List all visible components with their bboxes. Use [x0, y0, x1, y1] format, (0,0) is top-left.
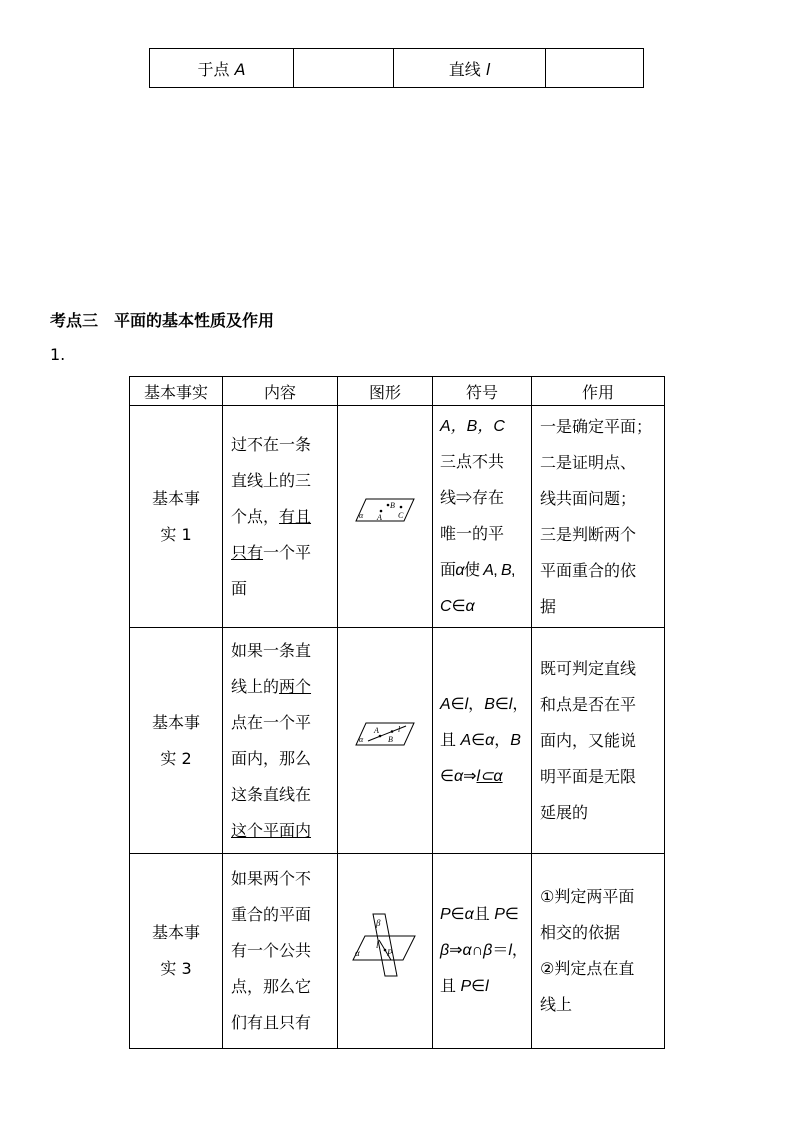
table-row	[130, 406, 665, 628]
alpha-label: α	[355, 947, 360, 958]
underlined-text: 有且	[279, 506, 312, 526]
symbol-text: 且	[440, 731, 461, 749]
use-line: ①判定两平面	[540, 887, 635, 906]
symbol-cell	[433, 628, 532, 854]
content-line: 面	[231, 578, 248, 598]
use-line: 三是判断两个	[540, 524, 637, 544]
use-line: 二是证明点、	[540, 452, 637, 472]
symbol-text: 且	[440, 978, 461, 995]
fact-name-cell	[130, 628, 223, 854]
use-line: 面内，又能说	[540, 730, 637, 750]
symbol-text: C	[440, 597, 452, 615]
content-line: 过不在一条	[231, 434, 312, 454]
symbol-line: 唯一的平	[440, 525, 505, 543]
symbol-text: B	[484, 695, 495, 713]
symbol-line	[440, 589, 528, 625]
table-header-row	[130, 377, 665, 406]
use-cell	[532, 854, 665, 1049]
top-table	[149, 48, 644, 88]
symbol-text: ⇒	[449, 942, 463, 959]
symbol-text: ∈	[450, 906, 465, 923]
header-cell: 符号	[433, 377, 532, 406]
content-line: 如果两个不	[231, 869, 312, 888]
symbol-line: 三点不共	[440, 453, 505, 471]
symbol-text: ∈	[451, 597, 466, 615]
symbol-text: ，	[512, 695, 529, 713]
alpha-label: α	[359, 735, 364, 744]
header-cell: 图形	[338, 377, 433, 406]
content-line: 有一个公共	[231, 941, 312, 960]
header-cell: 作用	[532, 377, 665, 406]
symbol-text: ，	[494, 731, 511, 749]
symbol-text: ∈	[440, 767, 454, 785]
underlined-text: l⊂α	[476, 767, 503, 785]
content-text: 线上的	[231, 676, 280, 696]
header-cell: 内容	[223, 377, 338, 406]
symbol-text: ∈	[494, 695, 509, 713]
table-cell	[546, 49, 644, 88]
symbol-text: α	[455, 561, 464, 579]
underlined-text: 只有	[231, 542, 264, 562]
symbol-line	[440, 969, 528, 1005]
use-line: 据	[540, 596, 557, 616]
header-cell: 基本事实	[130, 377, 223, 406]
content-line	[231, 669, 333, 705]
fact-name: 实 1	[160, 524, 192, 544]
symbol-text: α	[485, 731, 495, 749]
use-line: 线上	[540, 995, 573, 1014]
use-line: 既可判定直线	[540, 658, 637, 678]
alpha-label: α	[359, 511, 364, 520]
item-number: 1.	[50, 345, 66, 364]
symbol-text: ∈	[504, 906, 519, 923]
symbol-text: 使	[463, 561, 484, 579]
symbol-text: α	[465, 597, 475, 615]
content-line: 如果一条直	[231, 640, 312, 660]
use-cell	[532, 628, 665, 854]
point-b-label: B	[388, 735, 393, 744]
plane-line-figure	[354, 719, 416, 749]
symbol-text: P	[440, 906, 451, 923]
point-c-label: C	[398, 511, 404, 520]
plane-three-points-figure	[354, 495, 416, 525]
symbol-text: 面	[440, 561, 456, 579]
content-line: 面内，那么	[231, 748, 312, 768]
cell-text-italic: l	[485, 59, 491, 79]
point-b-label: B	[390, 501, 395, 510]
fact-name-cell	[130, 854, 223, 1049]
symbol-text: P	[460, 978, 472, 995]
symbol-line: A，B，C	[440, 417, 505, 435]
figure-cell	[338, 406, 433, 628]
symbol-line	[440, 723, 528, 759]
symbol-text: l	[508, 695, 513, 713]
content-text: 个点，	[231, 506, 280, 526]
content-line: 点在一个平	[231, 712, 312, 732]
use-line: 延展的	[540, 802, 589, 822]
cell-text: 于点	[197, 59, 235, 79]
fact-name-cell	[130, 406, 223, 628]
content-line: 直线上的三	[231, 470, 312, 490]
symbol-line	[440, 553, 528, 589]
content-cell	[223, 406, 338, 628]
content-cell	[223, 628, 338, 854]
table-row	[150, 49, 644, 88]
symbol-text: A	[483, 561, 494, 579]
symbol-text: l	[508, 942, 512, 959]
symbol-text: ，	[468, 695, 485, 713]
symbol-line	[440, 759, 528, 795]
line-l-label: l	[376, 939, 379, 950]
cell-text-italic: A	[234, 59, 246, 79]
line-l-label: l	[398, 725, 401, 734]
content-line: 点，那么它	[231, 977, 312, 996]
figure-cell	[338, 628, 433, 854]
table-row	[130, 628, 665, 854]
fact-name: 基本事	[151, 923, 200, 942]
fact-name: 实 3	[160, 959, 192, 978]
symbol-text: α	[453, 767, 464, 785]
cell-text: 直线	[448, 59, 486, 79]
use-line: 明平面是无限	[540, 766, 637, 786]
symbol-text: l	[485, 978, 489, 995]
table-cell	[294, 49, 394, 88]
symbol-line	[440, 933, 528, 969]
symbol-text: A	[440, 695, 451, 713]
symbol-cell	[433, 406, 532, 628]
fact-name: 实 2	[160, 748, 192, 768]
point-a-label: A	[377, 513, 382, 522]
content-text: 一个平	[263, 542, 312, 562]
point-p-label: P	[387, 947, 393, 958]
content-line	[231, 499, 333, 535]
underlined-text: 这个平面内	[231, 820, 312, 840]
use-line: 线共面问题；	[540, 488, 637, 508]
symbol-text: ∈	[471, 731, 486, 749]
symbol-text: A	[460, 731, 472, 749]
symbol-line	[440, 687, 528, 723]
use-line: ②判定点在直	[540, 959, 635, 978]
symbol-text: ∈	[471, 978, 486, 995]
underlined-text: 两个	[279, 676, 312, 696]
use-line: 和点是否在平	[540, 694, 637, 714]
section-heading: 考点三 平面的基本性质及作用	[50, 311, 275, 330]
symbol-line	[440, 897, 528, 933]
symbol-text: ＝	[492, 942, 509, 959]
use-line: 相交的依据	[540, 923, 621, 942]
symbol-text: B	[510, 731, 521, 749]
symbol-text: ,	[493, 561, 501, 579]
point-a-label: A	[374, 726, 379, 735]
fact-name: 基本事	[151, 488, 200, 508]
symbol-text: β	[440, 942, 450, 959]
fact-name: 基本事	[151, 712, 200, 732]
symbol-text: ，	[511, 942, 528, 959]
symbol-cell	[433, 854, 532, 1049]
beta-label: β	[376, 917, 381, 928]
table-cell	[394, 49, 546, 88]
content-cell	[223, 854, 338, 1049]
symbol-text: ⇒	[463, 767, 477, 785]
table-cell	[150, 49, 294, 88]
content-line: 们有且只有	[231, 1013, 312, 1032]
intersecting-planes-figure	[351, 910, 419, 980]
symbol-line: 线⇒存在	[440, 489, 505, 507]
symbol-text: 且	[473, 906, 495, 923]
symbol-text: α	[464, 906, 474, 923]
symbol-text: ∈	[450, 695, 465, 713]
symbol-text: α∩β	[462, 942, 493, 959]
use-cell	[532, 406, 665, 628]
symbol-text: P	[494, 906, 505, 923]
use-line: 一是确定平面；	[540, 416, 653, 436]
content-line: 重合的平面	[231, 905, 312, 924]
figure-cell	[338, 854, 433, 1049]
basic-facts-table	[129, 376, 665, 1049]
symbol-text: B	[500, 561, 512, 579]
table-row	[130, 854, 665, 1049]
content-line	[231, 535, 333, 571]
symbol-text: l	[464, 695, 469, 713]
use-line: 平面重合的依	[540, 560, 637, 580]
content-line: 这条直线在	[231, 784, 312, 804]
symbol-text: ,	[511, 561, 515, 579]
